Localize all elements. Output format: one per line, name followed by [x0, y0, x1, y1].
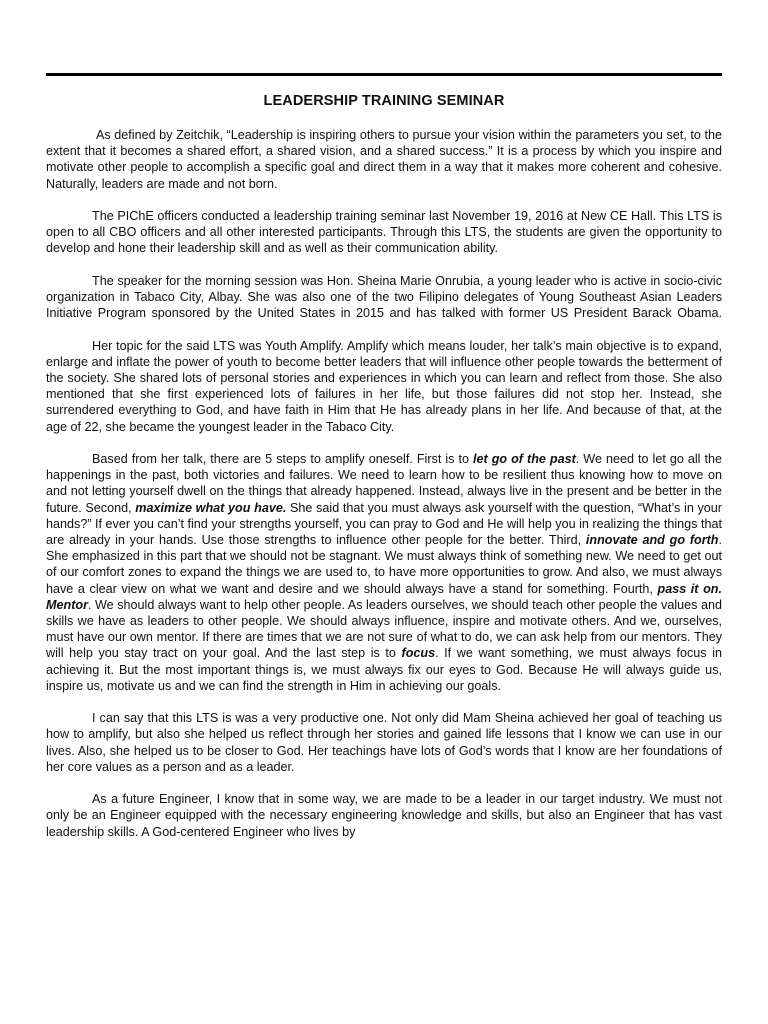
paragraph-intro — [46, 127, 722, 192]
paragraph-reflection — [46, 710, 722, 775]
paragraph-conclusion — [46, 791, 722, 840]
paragraph-text: I can say that this LTS is was a very productive one. Not only did Mam Sheina achieved her goal of teaching us how to amplify, but also she helped us reflect through her stories and gained life lessons that I know we can use in our lives. Also, she helped us to be closer to God. Her teachings have lots of God’s words that I know are her foundations of her core values as a person and as a leader. — [46, 711, 722, 774]
step-two-emphasis: maximize what you have. — [135, 500, 287, 515]
step-three-emphasis: innovate and go forth — [585, 533, 719, 548]
paragraph-text: . If we want something, we must always focus in achieving it. But the most important things is, we must always fix our eyes to God. Because He will always guide us, inspire us, motivate us and we can find the strength in Him in achieving our goals. — [46, 646, 722, 693]
step-one-emphasis: let go of the past — [472, 452, 576, 466]
paragraph-text: . We need to let go all the happenings in the past, both victories and failures. We need to learn how to be resilient thus knowing how to move on and not letting yourself dwell on the things that already happened. Instead, always live in the present and be better in the future. Second, — [46, 452, 722, 515]
paragraph-text: Her topic for the said LTS was Youth Amplify. Amplify which means louder, her talk’s main objective is to expand, enlarge and inflate the power of youth to become better leaders that will influence other people towards the betterment of the society. She shared lots of personal stories and experiences in which you can learn and reflect from those. She also mentioned that she first experienced lots of failures in her life, but those failures did not stop her. Instead, she surrendered everything to God, and have faith in Him that He has already plans in her life. And because of that, at the age of 22, she became the youngest leader in the Tabaco City. — [46, 338, 722, 434]
paragraph-text: . We should always want to help other people. As leaders ourselves, we should teach other people the values and skills we have as leaders to other people. We should always influence, inspire and motivate others. And we, ourselves, must have our own mentor. If there are times that we are not sure of what to do, we can ask help from our mentors. They will help you stay tract on your goal. And the last step is to — [46, 597, 722, 661]
paragraph-text: As a future Engineer, I know that in some way, we are made to be a leader in our target industry. We must not only be an Engineer equipped with the necessary engineering knowledge and skills, but also an Engineer that has vast leadership skills. A God-centered Engineer who lives by — [46, 792, 722, 839]
paragraph-steps — [46, 451, 722, 694]
paragraph-text: . She emphasized in this part that we should not be stagnant. We must always think of something new. We need to get out of our comfort zones to expand the things we are used to, to have more opportunities to grow. And also, we must always have a clear view on what we want and desire and we should always have a stand for something. Fourth, — [46, 533, 722, 596]
document-body — [46, 127, 722, 856]
header-rule — [46, 73, 722, 76]
paragraph-text: As defined by Zeitchik, “Leadership is inspiring others to pursue your vision within the parameters you set, to the extent that it becomes a shared effort, a shared vision, and a shared success.” It is a process by which you inspire and motivate other people to accomplish a specific goal and direct them in a way that it makes more coherent and cohesive. Naturally, leaders are made and not born. — [46, 128, 722, 191]
paragraph-event — [46, 208, 722, 257]
step-four-emphasis: pass it on. Mentor — [46, 581, 722, 612]
paragraph-speaker — [46, 273, 722, 322]
paragraph-text: The PIChE officers conducted a leadership training seminar last November 19, 2016 at New CE Hall. This LTS is open to all CBO officers and all other interested participants. Through this LTS, the students are given the opportunity to develop and hone their leadership skill and as well as their communication ability. — [46, 209, 722, 256]
document-title: LEADERSHIP TRAINING SEMINAR — [263, 93, 505, 109]
paragraph-text: The speaker for the morning session was Hon. Sheina Marie Onrubia, a young leader who is active in socio-civic organization in Tabaco City, Albay. She was also one of the two Filipino delegates of Young Southeast Asian Leaders Initiative Program sponsored by the United States in 2015 and has talked with former US President Barack Obama. — [46, 273, 722, 321]
paragraph-topic — [46, 338, 722, 435]
step-five-emphasis: focus — [401, 646, 436, 661]
paragraph-text: She said that you must always ask yourself with the question, “What’s in your hands?” If ever you can’t find your strengths yourself, you can pray to God and He will help you in realizing the things that are already in your hands. Use those strengths to influence other people for the better. Third, — [46, 500, 723, 548]
paragraph-text: Based from her talk, there are 5 steps to amplify oneself. First is to — [92, 452, 473, 466]
